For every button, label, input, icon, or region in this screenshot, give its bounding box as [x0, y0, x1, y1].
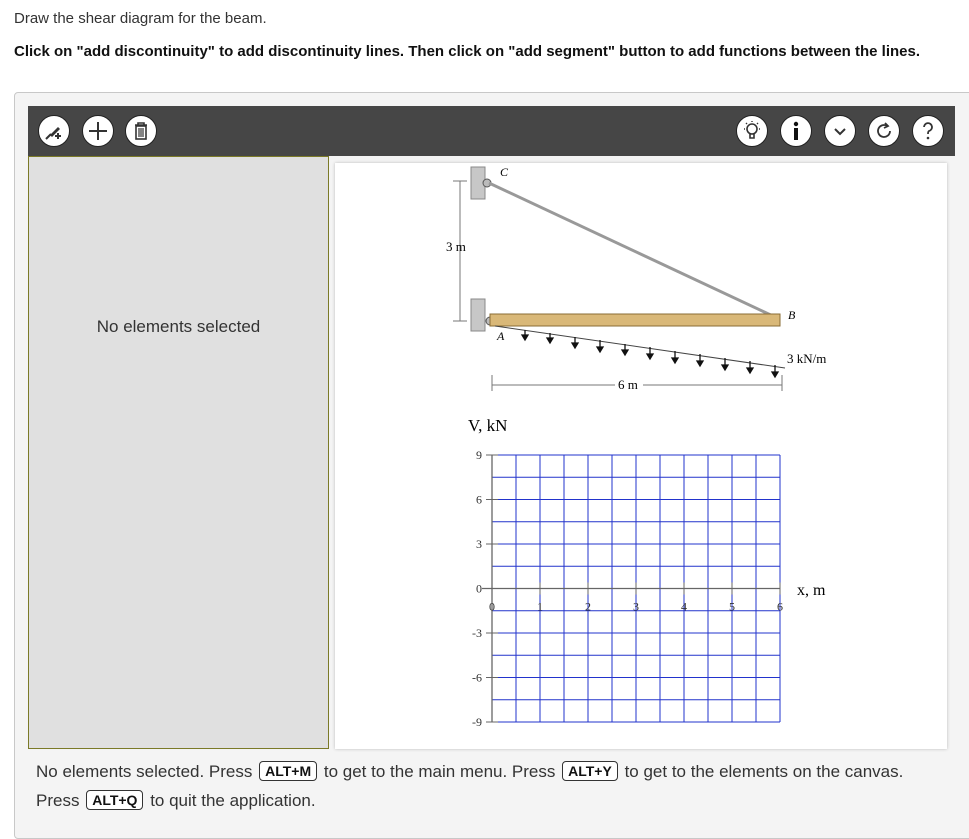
info-icon	[784, 119, 808, 143]
help-button[interactable]	[912, 115, 944, 147]
dim-label-horizontal: 6 m	[618, 377, 638, 392]
beam-ab	[490, 314, 780, 326]
status-text-3: to get to the elements on the canvas. Press	[36, 762, 904, 810]
dropdown-button[interactable]	[824, 115, 856, 147]
instruction-text: Click on "add discontinuity" to add discontinuity lines. Then click on "add segment" button to add functions between the lines.	[14, 43, 921, 60]
y-tick-label: 3	[476, 537, 482, 551]
y-tick-label: 9	[476, 448, 482, 462]
question-text: Draw the shear diagram for the beam.	[14, 10, 267, 27]
shortcut-key-canvas: ALT+Y	[562, 761, 618, 781]
toolbar	[28, 106, 955, 156]
y-tick-label: -9	[472, 715, 482, 729]
beam-figure	[446, 165, 826, 392]
y-tick-label: 6	[476, 492, 482, 507]
x-tick-label: 0	[489, 599, 495, 614]
status-text-4: to quit the application.	[150, 791, 316, 810]
x-tick-label: 5	[729, 599, 735, 614]
label-c: C	[500, 165, 509, 179]
x-tick-label: 1	[537, 599, 543, 614]
reset-button[interactable]	[868, 115, 900, 147]
shortcut-key-quit: ALT+Q	[86, 790, 143, 810]
status-text-1: No elements selected. Press	[36, 762, 253, 781]
y-tick-label: 0	[476, 581, 482, 596]
status-text-2: to get to the main menu. Press	[323, 762, 556, 781]
load-label: 3 kN/m	[787, 351, 827, 366]
add-discontinuity-icon	[42, 119, 66, 143]
y-tick-label: -3	[472, 626, 482, 640]
trash-icon	[129, 119, 153, 143]
x-tick-label: 6	[777, 599, 783, 614]
status-bar	[36, 757, 946, 815]
x-axis-label: x, m	[797, 582, 826, 599]
add-discontinuity-button[interactable]	[38, 115, 70, 147]
y-tick-label: -6	[472, 670, 482, 685]
label-b: B	[788, 308, 796, 322]
rotate-icon	[872, 119, 896, 143]
panel-message: No elements selected	[96, 317, 261, 336]
properties-panel	[28, 156, 329, 749]
delete-button[interactable]	[125, 115, 157, 147]
shortcut-key-main-menu: ALT+M	[259, 761, 317, 781]
cable-cb	[489, 183, 775, 317]
x-tick-label: 4	[681, 599, 687, 614]
wall-support-a	[471, 299, 485, 331]
y-axis-label: V, kN	[468, 416, 508, 435]
load-arrows	[522, 330, 778, 377]
load-envelope	[495, 326, 785, 368]
label-a: A	[497, 329, 505, 343]
dim-label-vertical: 3 m	[446, 239, 466, 254]
question-mark-icon	[916, 119, 940, 143]
add-segment-button[interactable]	[82, 115, 114, 147]
chevron-down-icon	[828, 119, 852, 143]
shear-chart[interactable]	[468, 416, 826, 729]
lightbulb-icon	[740, 119, 764, 143]
info-button[interactable]	[780, 115, 812, 147]
plus-icon	[86, 119, 110, 143]
hint-button[interactable]	[736, 115, 768, 147]
canvas-svg	[335, 163, 947, 749]
drawing-canvas[interactable]	[335, 163, 947, 749]
x-tick-label: 3	[633, 599, 639, 614]
x-tick-label: 2	[585, 599, 591, 614]
